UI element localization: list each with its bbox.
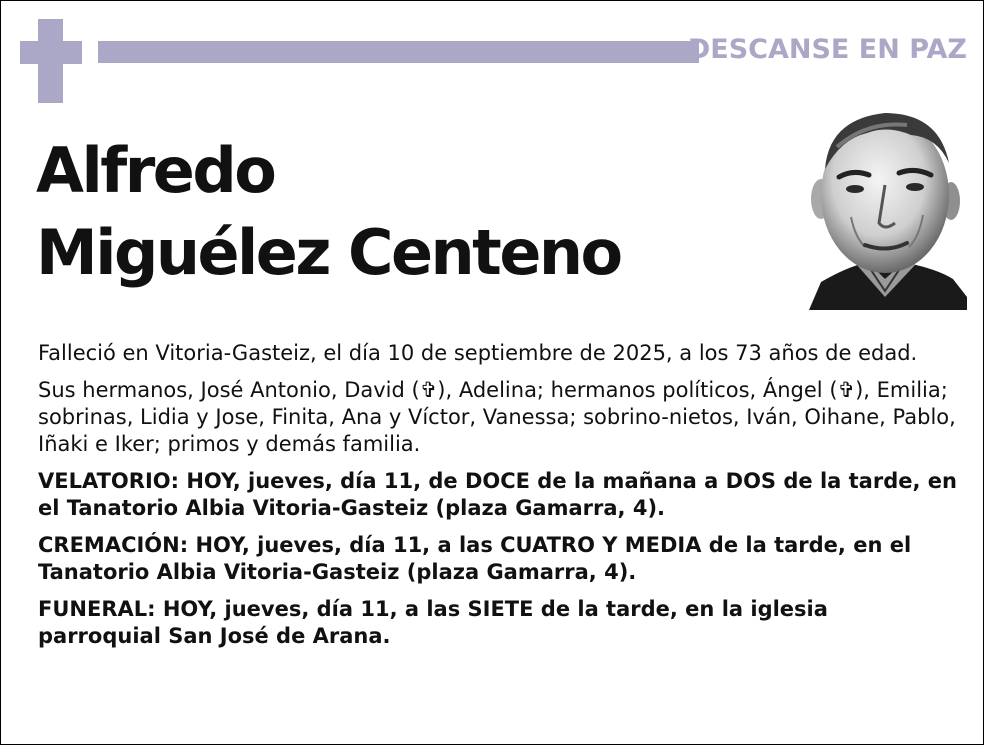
velatorio-info: VELATORIO: HOY, jueves, día 11, de DOCE de la mañana a DOS de la tarde, en el Tanatorio Albia Vitoria-Gasteiz (plaza Gamarra, 4). <box>38 469 957 520</box>
cremacion-info: CREMACIÓN: HOY, jueves, día 11, a las CUATRO Y MEDIA de la tarde, en el Tanatorio Albia Vitoria-Gasteiz (plaza Gamarra, 4). <box>38 533 912 584</box>
family-list: Sus hermanos, José Antonio, David (✞), Adelina; hermanos políticos, Ángel (✞), Emilia; sobrinas, Lidia y Jose, Finita, Ana y Víctor, Vanessa; sobrino-nietos, Iván, Oihane, Pablo, Iñaki e Iker; primos y demás familia. <box>38 378 956 456</box>
deceased-last-names: Miguélez Centeno <box>36 216 621 289</box>
portrait-photo <box>807 107 967 310</box>
funeral-info: FUNERAL: HOY, jueves, día 11, a las SIETE de la tarde, en la iglesia parroquial San José de Arana. <box>38 597 828 648</box>
deceased-first-name: Alfredo <box>36 134 275 207</box>
death-announcement: Falleció en Vitoria-Gasteiz, el día 10 de septiembre de 2025, a los 73 años de edad. <box>38 341 918 365</box>
header-divider-bar <box>98 41 699 63</box>
header-title: DESCANSE EN PAZ <box>687 34 967 65</box>
cross-horizontal-bar <box>20 41 82 64</box>
notice-body <box>38 340 958 660</box>
